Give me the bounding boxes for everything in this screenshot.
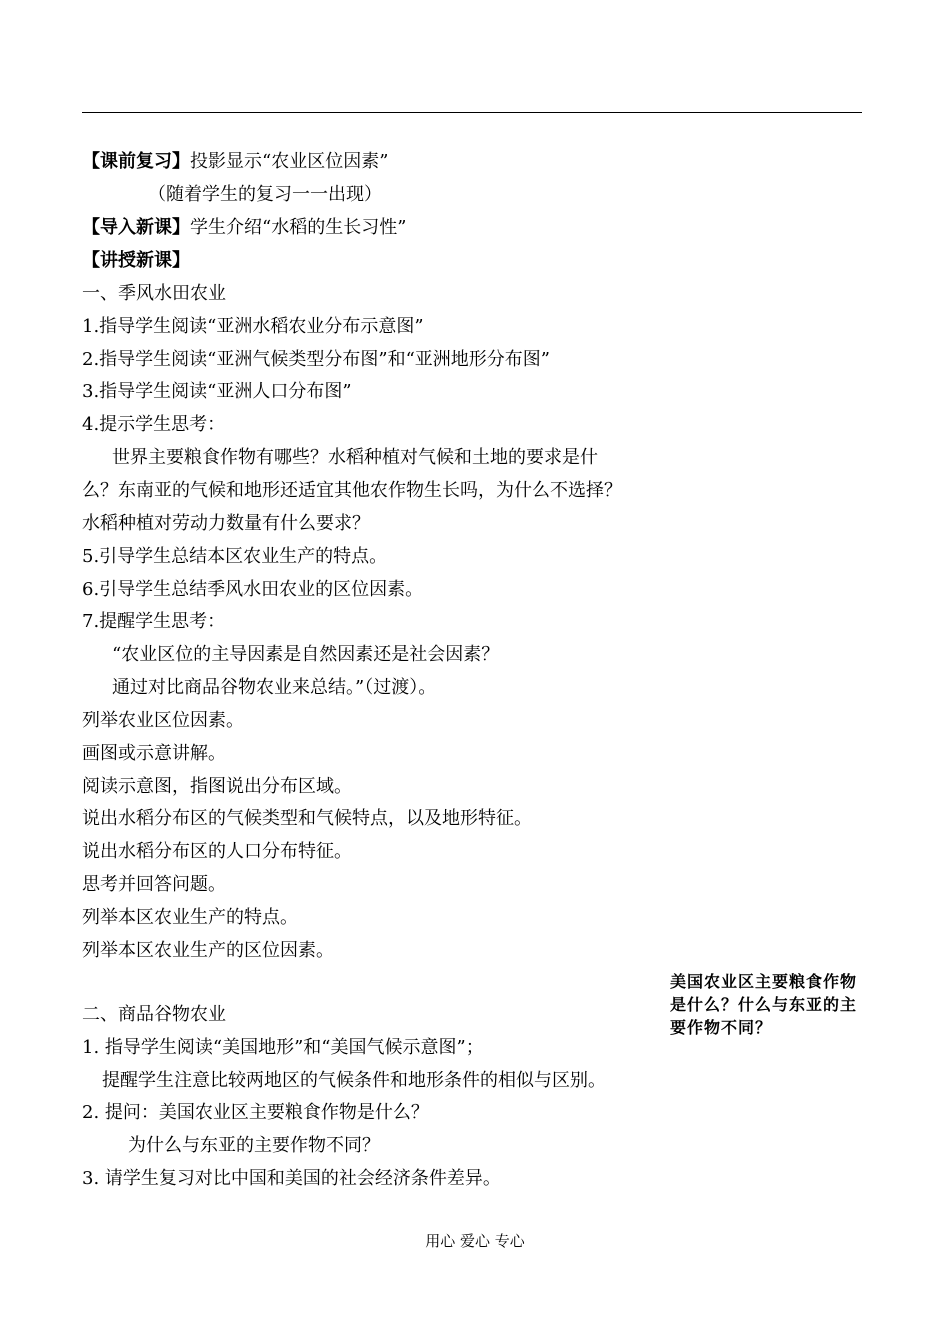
- teach-tag: 【讲授新课】: [82, 250, 190, 271]
- section2-item-sub: 提醒学生注意比较两地区的气候条件和地形条件的相似与区别。: [102, 1070, 606, 1091]
- page-footer: 用心 爱心 专心: [425, 1232, 525, 1250]
- review-tag: 【课前复习】: [82, 151, 190, 172]
- question-line: 世界主要粮食作物有哪些？水稻种植对气候和土地的要求是什: [112, 447, 598, 468]
- student-line: 说出水稻分布区的气候类型和气候特点，以及地形特征。: [82, 808, 532, 829]
- section1-heading: 一、季风水田农业: [82, 283, 226, 304]
- review-line: [82, 150, 388, 174]
- intro-text: 学生介绍“水稻的生长习性”: [190, 217, 407, 238]
- student-line: 列举本区农业生产的区位因素。: [82, 940, 334, 961]
- quote-line: “农业区位的主导因素是自然因素还是社会因素？: [112, 644, 500, 665]
- review-sub: （随着学生的复习一一出现）: [148, 184, 382, 205]
- student-line: 列举农业区位因素。: [82, 710, 244, 731]
- section1-item: 3.指导学生阅读“亚洲人口分布图”: [82, 381, 352, 402]
- section1-item: 4.提示学生思考：: [82, 414, 226, 435]
- student-line: 思考并回答问题。: [82, 874, 226, 895]
- student-line: 画图或示意讲解。: [82, 743, 226, 764]
- section1-item: 1.指导学生阅读“亚洲水稻农业分布示意图”: [82, 316, 424, 337]
- section1-item: 6.引导学生总结季风水田农业的区位因素。: [82, 579, 424, 600]
- student-line: 说出水稻分布区的人口分布特征。: [82, 841, 352, 862]
- section2-item: 3. 请学生复习对比中国和美国的社会经济条件差异。: [82, 1168, 501, 1189]
- section1-item: 2.指导学生阅读“亚洲气候类型分布图”和“亚洲地形分布图”: [82, 349, 550, 370]
- section2-item-sub: 为什么与东亚的主要作物不同？: [128, 1135, 380, 1156]
- quote-line: 通过对比商品谷物农业来总结。”（过渡）。: [112, 677, 437, 698]
- section2-item: 1. 指导学生阅读“美国地形”和“美国气候示意图”；: [82, 1037, 484, 1058]
- question-line: 水稻种植对劳动力数量有什么要求？: [82, 513, 370, 534]
- section1-item: 5.引导学生总结本区农业生产的特点。: [82, 546, 388, 567]
- review-text: 投影显示“农业区位因素”: [190, 151, 389, 172]
- student-line: 阅读示意图，指图说出分布区域。: [82, 776, 352, 797]
- section2-item: 2. 提问：美国农业区主要粮食作物是什么？: [82, 1102, 429, 1123]
- header-rule: [82, 112, 862, 113]
- aside-note: 美国农业区主要粮食作物是什么？什么与东亚的主要作物不同？: [670, 972, 858, 1037]
- intro-tag: 【导入新课】: [82, 217, 190, 238]
- section1-item: 7.提醒学生思考：: [82, 611, 226, 632]
- question-line: 么？东南亚的气候和地形还适宜其他农作物生长吗，为什么不选择？: [82, 480, 622, 501]
- section2-heading: 二、商品谷物农业: [82, 1004, 226, 1025]
- intro-line: [82, 216, 406, 240]
- student-line: 列举本区农业生产的特点。: [82, 907, 298, 928]
